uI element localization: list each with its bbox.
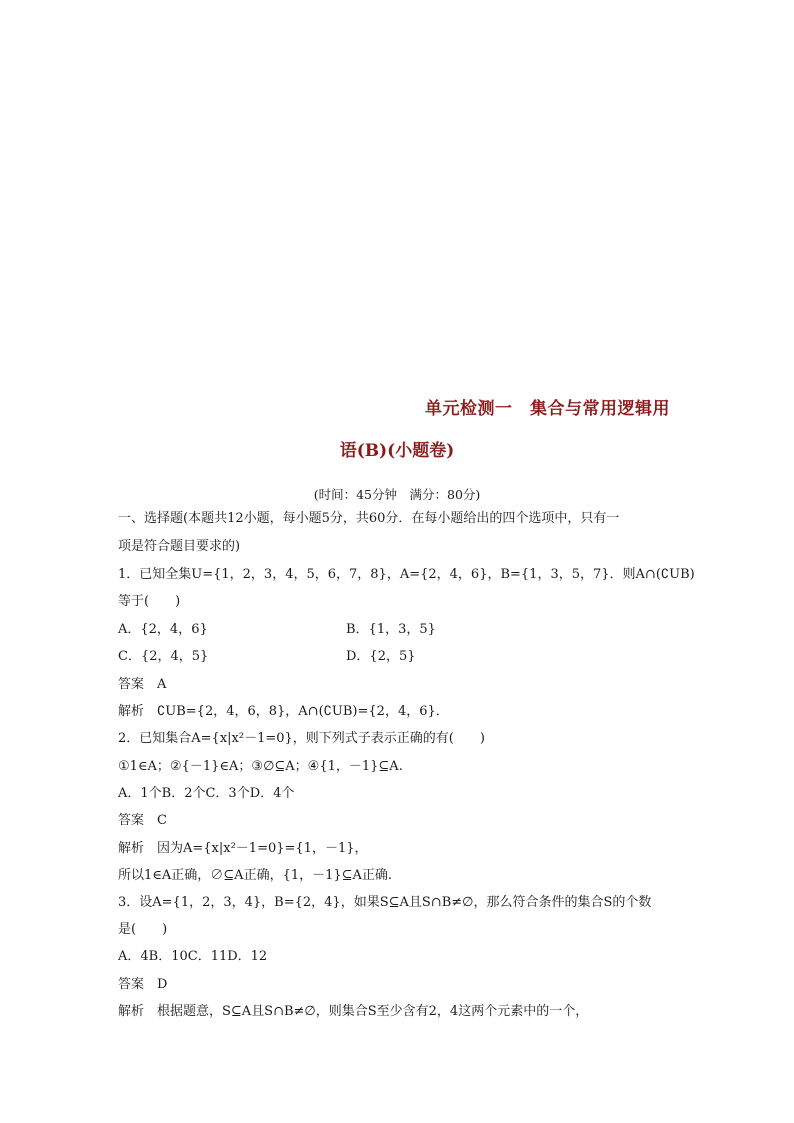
page-title-continued: 语(B)(小题卷) <box>339 441 455 461</box>
exam-meta: (时间：45分钟 满分：80分) <box>313 487 481 502</box>
page-title: 单元检测一 集合与常用逻辑用 <box>425 399 670 419</box>
question-2-stem: 2．已知集合A={x|x²－1=0}，则下列式子表示正确的有( ) <box>118 731 485 746</box>
question-1-option-d: D．{2，5} <box>346 649 416 664</box>
question-3-analysis: 解析 根据题意，S⊆A且S∩B≠∅，则集合S至少含有2，4这两个元素中的一个， <box>118 1004 589 1019</box>
question-3-answer: 答案 D <box>118 977 168 992</box>
question-1-stem: 1．已知全集U={1，2，3，4，5，6，7，8}，A={2，4，6}，B={1，3，5，7}．则A∩(∁UB) <box>118 567 695 582</box>
question-3-stem: 3．设A={1，2，3，4}，B={2，4}，如果S⊆A且S∩B≠∅，那么符合条件的集合S的个数 <box>118 895 652 910</box>
question-1-answer: 答案 A <box>118 677 167 692</box>
question-3-stem-continued: 是( ) <box>118 922 168 937</box>
question-1-analysis: 解析 ∁UB={2，4，6，8}，A∩(∁UB)={2，4，6}． <box>118 704 449 719</box>
section-heading: 一、选择题(本题共12小题，每小题5分，共60分．在每小题给出的四个选项中，只有一 <box>118 511 620 526</box>
question-1-option-b: B．{1，3，5} <box>346 622 436 637</box>
question-1-stem-continued: 等于( ) <box>118 594 181 609</box>
question-3-options: A．4B．10C．11D．12 <box>118 949 268 964</box>
question-1-option-c: C．{2，4，5} <box>118 649 209 664</box>
question-2-options: A．1个B．2个C．3个D．4个 <box>118 786 295 801</box>
question-1-option-a: A．{2，4，6} <box>118 622 208 637</box>
section-heading-continued: 项是符合题目要求的) <box>118 539 241 554</box>
question-2-analysis-continued: 所以1∈A正确，∅⊆A正确，{1，－1}⊆A正确. <box>118 868 393 883</box>
question-2-statements: ①1∈A；②{－1}∈A；③∅⊆A；④{1，－1}⊆A. <box>118 759 403 774</box>
question-2-answer: 答案 C <box>118 813 167 828</box>
question-2-analysis: 解析 因为A={x|x²－1=0}={1，－1}， <box>118 841 368 856</box>
